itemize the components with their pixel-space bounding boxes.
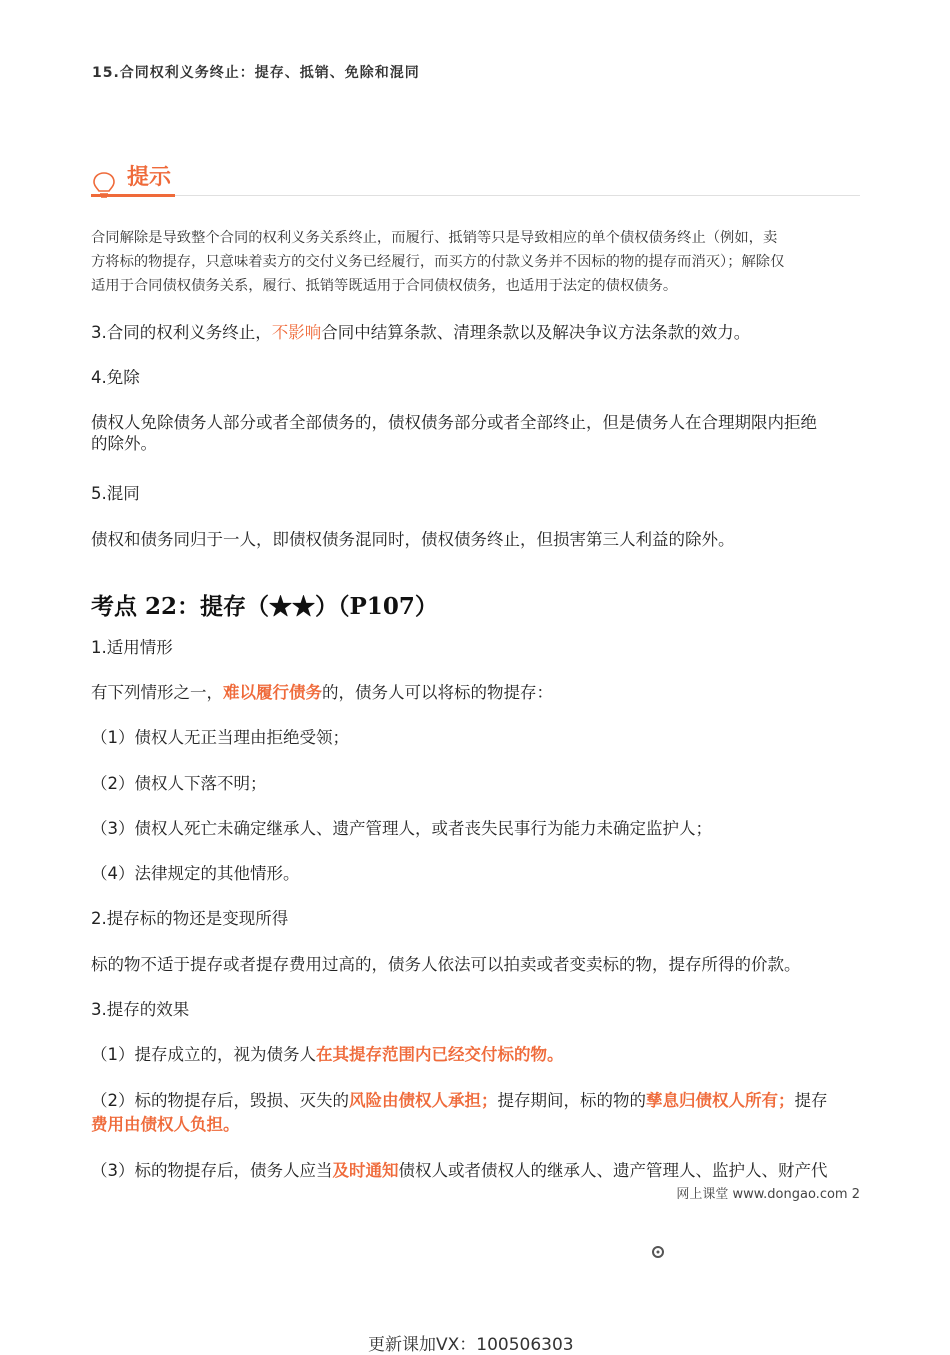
s1-case-4: （4）法律规定的其他情形。 (91, 864, 300, 883)
s3-effect-1-highlight: 在其提存范围内已经交付标的物。 (316, 1045, 564, 1064)
scan-mark-icon (651, 1245, 665, 1259)
item3-paragraph: 3.合同的权利义务终止，不影响合同中结算条款、清理条款以及解决争议方法条款的效力。 (91, 323, 751, 342)
item4-line-2: 的除外。 (91, 434, 157, 453)
tip-line-1: 合同解除是导致整个合同的权利义务关系终止，而履行、抵销等只是导致相应的单个债权债务终止（例如，卖 (91, 230, 778, 246)
page-footer: 网上课堂 www.dongao.com 2 (676, 1187, 860, 1202)
s3-effect-2-line-1: （2）标的物提存后，毁损、灭失的风险由债权人承担；提存期间，标的物的孳息归债权人所有；提存 (91, 1091, 828, 1110)
s3-effect-2-line-2: 费用由债权人负担。 (91, 1115, 240, 1134)
s1-case-2: （2）债权人下落不明； (91, 774, 267, 793)
s1-case-1: （1）债权人无正当理由拒绝受领； (91, 728, 349, 747)
tip-divider (91, 195, 860, 196)
tip-header (91, 156, 860, 198)
section-title: 考点 22：提存（★★）（P107） (91, 593, 438, 620)
item3-highlight: 不影响 (271, 323, 322, 342)
tip-line-3: 适用于合同债权债务关系，履行、抵销等既适用于合同债权债务，也适用于法定的债权债务。 (91, 278, 678, 294)
s3-effect-3: （3）标的物提存后，债务人应当及时通知债权人或者债权人的继承人、遗产管理人、监护人、财产代 (91, 1161, 828, 1180)
s1-case-3: （3）债权人死亡未确定继承人、遗产管理人，或者丧失民事行为能力未确定监护人； (91, 819, 712, 838)
tip-divider-accent (91, 194, 175, 197)
tip-line-2: 方将标的物提存，只意味着卖方的交付义务已经履行，而买方的付款义务并不因标的物的提存而消灭）；解除仅 (91, 254, 785, 270)
cropped-bottom-text: 更新课加VX：100506303 (368, 1335, 574, 1355)
s1-intro: 有下列情形之一，难以履行债务的，债务人可以将标的物提存： (91, 683, 553, 702)
item5-title: 5.混同 (91, 484, 140, 503)
item5-text: 债权和债务同归于一人，即债权债务混同时，债权债务终止，但损害第三人利益的除外。 (91, 530, 735, 549)
tip-title: 提示 (127, 164, 172, 190)
item4-title: 4.免除 (91, 368, 140, 387)
s3-title: 3.提存的效果 (91, 1000, 190, 1019)
item4-line-1: 债权人免除债务人部分或者全部债务的，债权债务部分或者全部终止，但是债务人在合理期限内拒绝 (91, 413, 817, 432)
s1-intro-highlight: 难以履行债务 (223, 683, 322, 702)
s3-effect-1: （1）提存成立的，视为债务人在其提存范围内已经交付标的物。 (91, 1045, 564, 1064)
s1-title: 1.适用情形 (91, 638, 173, 657)
cropped-top-text: 15.合同权利义务终止：提存、抵销、免除和混同 (92, 65, 420, 81)
s2-title: 2.提存标的物还是变现所得 (91, 909, 289, 928)
tip-body (91, 226, 861, 298)
s2-text: 标的物不适于提存或者提存费用过高的，债务人依法可以拍卖或者变卖标的物，提存所得的价款。 (91, 955, 801, 974)
cropped-bottom-line (368, 1330, 628, 1355)
cropped-top-line (92, 65, 442, 82)
